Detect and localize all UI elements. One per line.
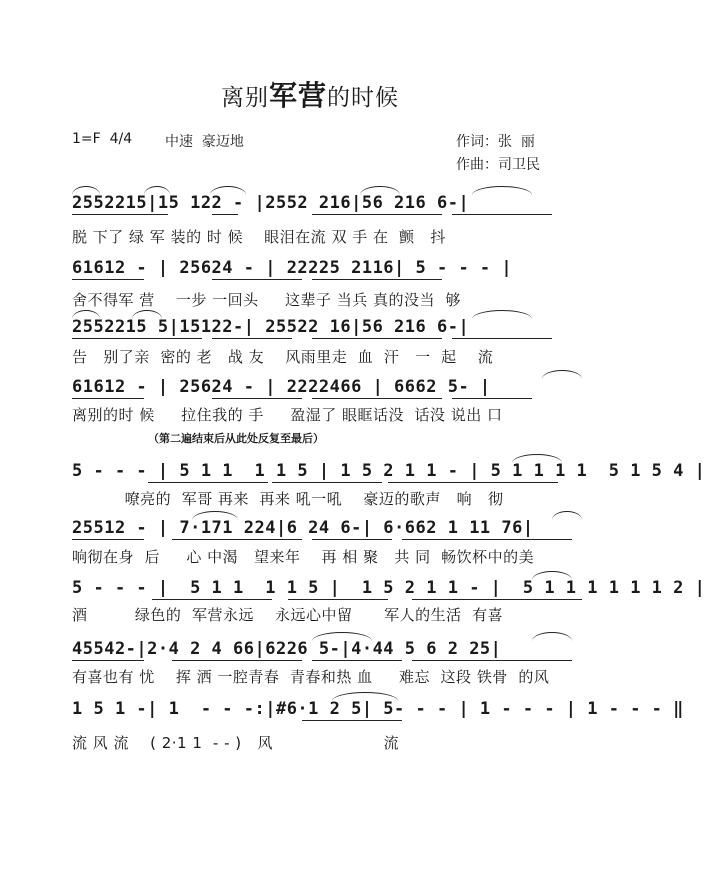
- title-part-2: 军营: [268, 79, 327, 112]
- lyric-line-4: 离别的时 候 拉住我的 手 盈湿了 眼眶话没 话没 说出 口: [72, 406, 503, 424]
- lyric-line-5: 嘹亮的 军哥 再来 再来 吼一吼 豪迈的歌声 响 彻: [72, 490, 504, 508]
- notation-line-3: 2552215 5|15122-| 25522 16|56 216 6-|: [72, 314, 572, 340]
- lyric-line-1: 脱 下了 绿 军 装的 时 候 眼泪在流 双 手 在 颤 抖: [72, 228, 446, 246]
- lyric-line-9: 流 风 流 ( 2·1 1 - - ) 风 流: [72, 734, 400, 752]
- notation-line-9: 1 5 1 -| 1 - - -:|#6·1 2 5| 5- - - | 1 - - - | 1 - - - ‖: [72, 696, 572, 722]
- lyric-line-3: 告 别了亲 密的 老 战 友 风雨里走 血 汗 一 起 流: [72, 348, 494, 366]
- tempo-marking: 中速 豪迈地: [165, 134, 244, 150]
- notation-line-7: 5 - - - | 5 1 1 1 1 5 | 1 5 2 1 1 - | 5 1 1 1 1 1 1 2 |: [72, 575, 572, 601]
- notation-line-5: 5 - - - | 5 1 1 1 1 5 | 1 5 2 1 1 - | 5 1 1 1 1 5 1 5 4 |: [72, 458, 572, 484]
- lyric-line-7: 酒 绿色的 军营永远 永远心中留 军人的生活 有喜: [72, 606, 504, 624]
- title-part-1: 离别: [220, 85, 269, 111]
- notation-line-2: 61612 - | 25624 - | 22225 2116| 5 - - - |: [72, 258, 513, 278]
- title-part-3: 的时候: [327, 85, 399, 111]
- composer-credit: 作曲：司卫民: [456, 157, 540, 173]
- lyric-line-6: 响彻在身 后 心 中渴 望来年 再 相 聚 共 同 畅饮杯中的美: [72, 548, 535, 566]
- song-title: [0, 74, 620, 114]
- notation-line-8: 45542-|2·4 2 4 66|6226 5-|4·44 5 6 2 25|: [72, 636, 572, 662]
- key-meter: 1=F 4/4: [72, 131, 133, 147]
- lyric-line-2: 舍不得军 营 一步 一回头 这辈子 当兵 真的没当 够: [72, 291, 462, 309]
- lyric-line-8: 有喜也有 忧 挥 洒 一腔青春 青春和热 血 难忘 这段 铁骨 的风: [72, 668, 550, 686]
- notation-line-6: 25512 - | 7·171 224|6 24 6-| 6·662 1 11 76|: [72, 515, 572, 541]
- repeat-annotation: （第二遍结束后从此处反复至最后）: [148, 432, 324, 445]
- lyricist-credit: 作词：张 丽: [456, 134, 535, 150]
- notation-line-1: 2552215|15 122 - |2552 216|56 216 6-|: [72, 190, 572, 216]
- notation-line-4: 61612 - | 25624 - | 2222466 | 6662 5- |: [72, 374, 572, 400]
